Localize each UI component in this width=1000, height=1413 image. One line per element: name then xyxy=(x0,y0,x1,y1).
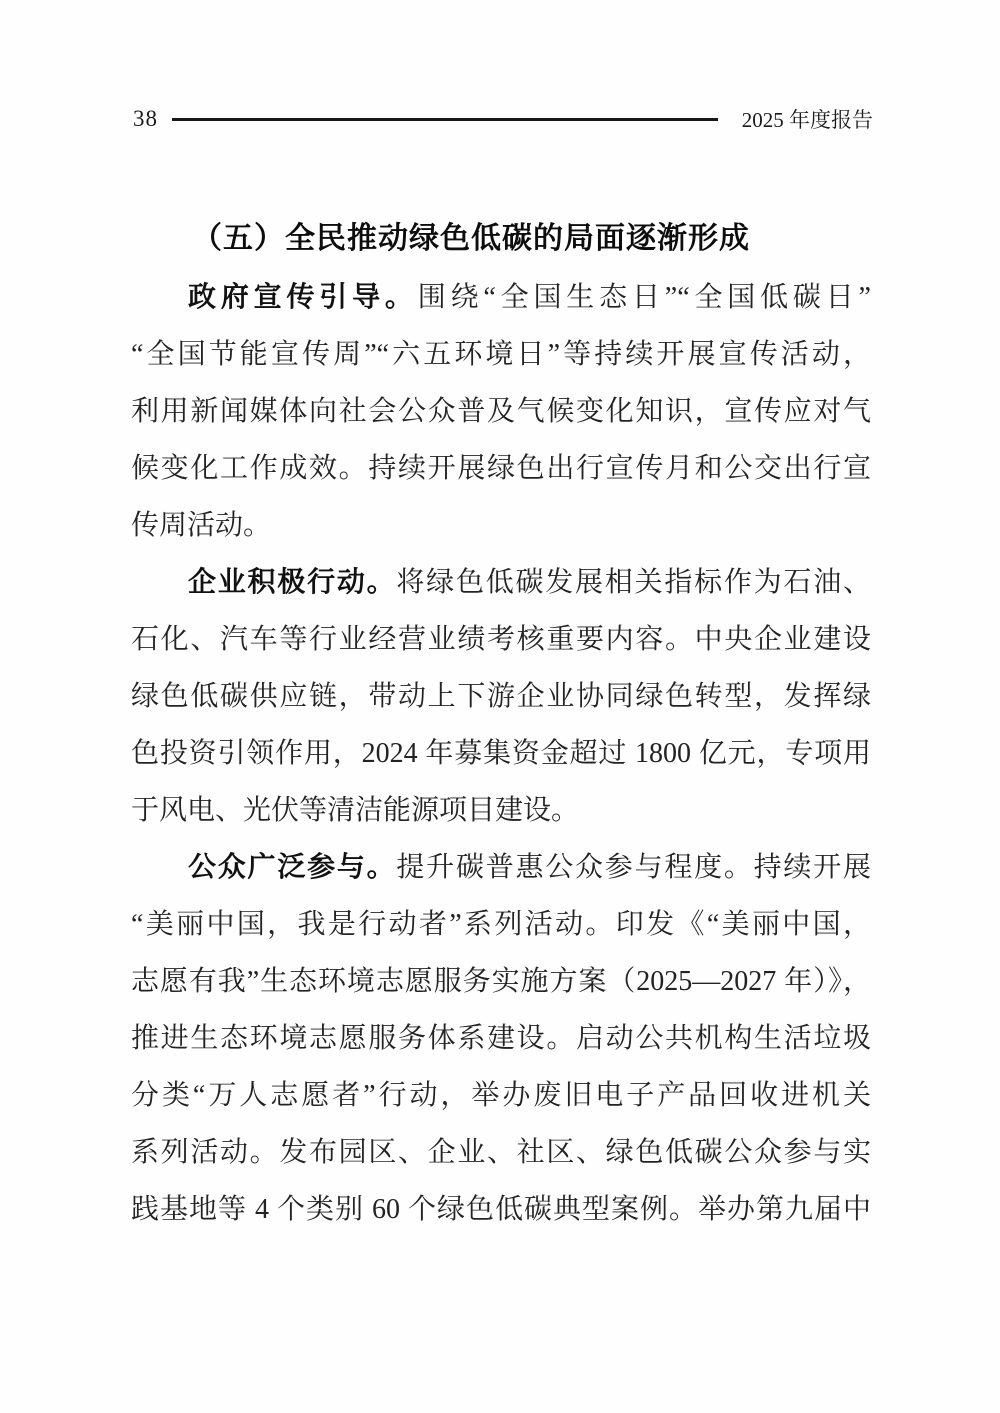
header-rule xyxy=(172,118,718,121)
line-text: 色投资引领作用，2024 年募集资金超过 1800 亿元，专项用 xyxy=(131,738,871,769)
page-header xyxy=(133,104,873,134)
body-text xyxy=(131,269,871,1238)
line-text: 践基地等 4 个类别 60 个绿色低碳典型案例。举办第九届中 xyxy=(131,1194,871,1225)
text-line xyxy=(131,1124,871,1181)
text-line xyxy=(131,725,871,782)
text-line xyxy=(131,896,871,953)
text-line xyxy=(131,782,871,839)
line-text: “全国节能宣传周”“六五环境日”等持续开展宣传活动， xyxy=(131,339,871,370)
page-number: 38 xyxy=(133,106,158,131)
text-line xyxy=(131,1010,871,1067)
line-text: 分类“万人志愿者”行动，举办废旧电子产品回收进机关 xyxy=(131,1080,871,1111)
text-line xyxy=(131,668,871,725)
text-line xyxy=(131,1181,871,1238)
line-text: 围绕“全国生态日”“全国低碳日” xyxy=(417,282,871,313)
line-text: 于风电、光伏等清洁能源项目建设。 xyxy=(131,795,580,826)
line-text: 将绿色低碳发展相关指标作为石油、 xyxy=(396,567,871,598)
text-line xyxy=(131,497,871,554)
line-text: 推进生态环境志愿服务体系建设。启动公共机构生活垃圾 xyxy=(131,1023,871,1054)
paragraph-lead: 公众广泛参与。 xyxy=(188,852,397,883)
line-text: 系列活动。发布园区、企业、社区、绿色低碳公众参与实 xyxy=(131,1137,871,1168)
line-text: 绿色低碳供应链，带动上下游企业协同绿色转型，发挥绿 xyxy=(131,681,871,712)
paragraph-lead: 企业积极行动。 xyxy=(188,567,397,598)
line-text: 志愿有我”生态环境志愿服务实施方案（2025—2027 年）》， xyxy=(131,966,871,997)
line-text: 传周活动。 xyxy=(131,510,272,541)
text-line xyxy=(131,554,871,611)
line-text: 候变化工作成效。持续开展绿色出行宣传月和公交出行宣 xyxy=(131,453,871,484)
text-line xyxy=(131,611,871,668)
text-line xyxy=(131,326,871,383)
text-line xyxy=(131,839,871,896)
text-line xyxy=(131,383,871,440)
paragraph-lead: 政府宣传引导。 xyxy=(188,282,418,313)
text-line xyxy=(131,440,871,497)
text-line xyxy=(131,269,871,326)
text-line xyxy=(131,953,871,1010)
section-heading: （五）全民推动绿色低碳的局面逐渐形成 xyxy=(192,222,750,255)
line-text: 提升碳普惠公众参与程度。持续开展 xyxy=(396,852,871,883)
text-line xyxy=(131,1067,871,1124)
report-title: 2025 年度报告 xyxy=(741,108,873,132)
line-text: “美丽中国，我是行动者”系列活动。印发《“美丽中国， xyxy=(131,909,871,940)
line-text: 利用新闻媒体向社会公众普及气候变化知识，宣传应对气 xyxy=(131,396,871,427)
line-text: 石化、汽车等行业经营业绩考核重要内容。中央企业建设 xyxy=(131,624,871,655)
